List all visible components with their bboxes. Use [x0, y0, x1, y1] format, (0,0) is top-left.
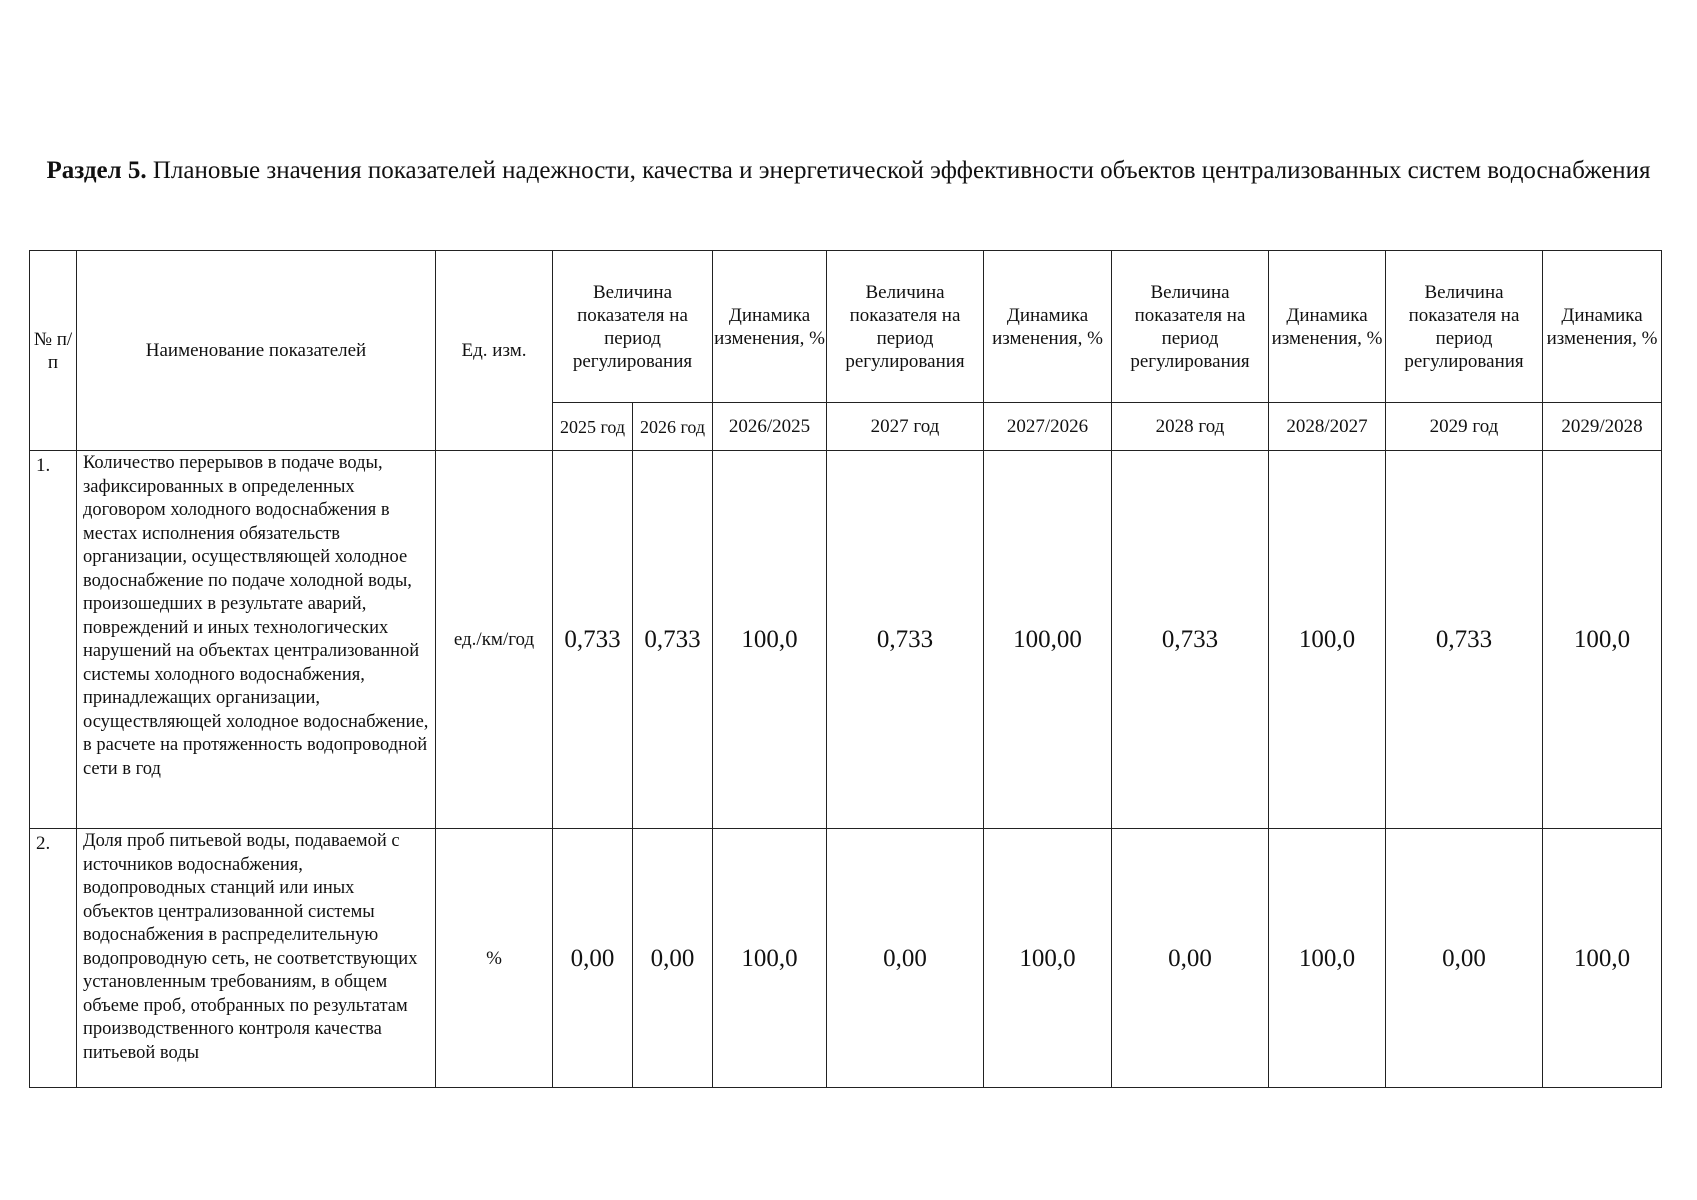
header-year-2026: 2026 год	[633, 403, 713, 451]
dynamics-2027: 100,00	[984, 451, 1112, 829]
indicators-table	[29, 250, 1662, 1088]
row-number: 1.	[30, 451, 77, 829]
section-title	[40, 155, 1657, 187]
header-num: № п/п	[30, 251, 77, 451]
header-year-2025: 2025 год	[553, 403, 633, 451]
section-number: Раздел 5.	[46, 157, 147, 184]
header-dynamics-2027: Динамика изменения, %	[984, 251, 1112, 403]
dynamics-2026: 100,0	[713, 829, 827, 1088]
row-number: 2.	[30, 829, 77, 1088]
row-indicator-name: Количество перерывов в подаче воды, зафиксированных в определенных договором холодного водоснабжения в местах исполнения обязательств организации, осуществляющей холодное водоснабжение по подаче холодной воды, произошедших в результате аварий, повреждений и иных технологических нарушений на объектах централизованной системы холодного водоснабжения, принадлежащих организации, осуществляющей холодное водоснабжение, в расчете на протяженность водопроводной сети в год	[77, 451, 436, 829]
dynamics-2027: 100,0	[984, 829, 1112, 1088]
value-2027: 0,00	[827, 829, 984, 1088]
dynamics-2029: 100,0	[1543, 829, 1662, 1088]
row-unit: %	[436, 829, 553, 1088]
value-2025: 0,00	[553, 829, 633, 1088]
header-ratio-2027: 2027/2026	[984, 403, 1112, 451]
value-2029: 0,00	[1386, 829, 1543, 1088]
section-heading: Плановые значения показателей надежности, качества и энергетической эффективности объектов централизованных систем водоснабжения	[152, 157, 1651, 184]
row-unit: ед./км/год	[436, 451, 553, 829]
header-ratio-2028: 2028/2027	[1269, 403, 1386, 451]
header-value-2025-2026: Величина показателя на период регулирования	[553, 251, 713, 403]
header-value-2029: Величина показателя на период регулирования	[1386, 251, 1543, 403]
value-2027: 0,733	[827, 451, 984, 829]
header-value-2027: Величина показателя на период регулирования	[827, 251, 984, 403]
dynamics-2029: 100,0	[1543, 451, 1662, 829]
header-value-2028: Величина показателя на период регулирования	[1112, 251, 1269, 403]
header-dynamics-2026: Динамика изменения, %	[713, 251, 827, 403]
header-dynamics-2029: Динамика изменения, %	[1543, 251, 1662, 403]
value-2029: 0,733	[1386, 451, 1543, 829]
header-year-2028: 2028 год	[1112, 403, 1269, 451]
header-name: Наименование показателей	[77, 251, 436, 451]
dynamics-2028: 100,0	[1269, 829, 1386, 1088]
value-2028: 0,733	[1112, 451, 1269, 829]
value-2026: 0,733	[633, 451, 713, 829]
dynamics-2026: 100,0	[713, 451, 827, 829]
header-year-2027: 2027 год	[827, 403, 984, 451]
header-ratio-2026: 2026/2025	[713, 403, 827, 451]
value-2028: 0,00	[1112, 829, 1269, 1088]
header-row	[30, 251, 1662, 403]
value-2025: 0,733	[553, 451, 633, 829]
header-year-2029: 2029 год	[1386, 403, 1543, 451]
header-dynamics-2028: Динамика изменения, %	[1269, 251, 1386, 403]
dynamics-2028: 100,0	[1269, 451, 1386, 829]
header-unit: Ед. изм.	[436, 251, 553, 451]
row-indicator-name: Доля проб питьевой воды, подаваемой с источников водоснабжения, водопроводных станций или иных объектов централизованной системы водоснабжения в распределительную водопроводную сеть, не соответствующих установленным требованиям, в общем объеме проб, отобранных по результатам производственного контроля качества питьевой воды	[77, 829, 436, 1088]
table-row	[30, 451, 1662, 829]
header-ratio-2029: 2029/2028	[1543, 403, 1662, 451]
table-row	[30, 829, 1662, 1088]
value-2026: 0,00	[633, 829, 713, 1088]
